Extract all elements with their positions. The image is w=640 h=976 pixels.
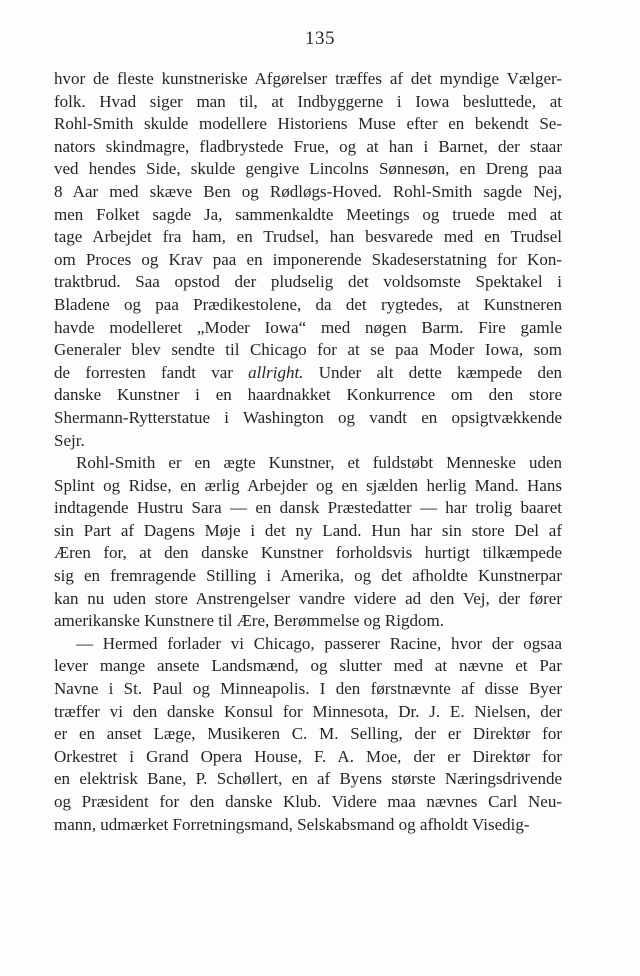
text-line: en elektrisk Bane, P. Schøllert, en af Byens største Næringsdrivende — [54, 769, 562, 789]
text-line: Rohl-Smith er en ægte Kunstner, et fuldstøbt Menneske uden — [76, 453, 562, 473]
paragraph — [54, 68, 562, 452]
text-line: sin Part af Dagens Møje i det ny Land. Hun har sin store Del af — [54, 520, 562, 540]
text-line: tage Arbejdet fra ham, en Trudsel, han besvarede med en Trudsel — [54, 227, 562, 247]
text-line: er en anset Læge, Musikeren C. M. Selling, der er Direktør for — [54, 724, 562, 744]
text-line: Bladene og paa Prædikestolene, da det rygtedes, at Kunstneren — [54, 294, 562, 314]
text-line: hvor de fleste kunstneriske Afgørelser træffes af det myndige Vælger- — [54, 69, 562, 88]
text-line: 8 Aar med skæve Ben og Rødløgs-Hoved. Rohl-Smith sagde Nej, — [54, 181, 562, 201]
text-line: — Hermed forlader vi Chicago, passerer Racine, hvor der ogsaa — [76, 633, 562, 653]
text-line: Æren for, at den danske Kunstner forholdsvis hurtigt tilkæmpede — [54, 543, 562, 563]
italic-text: allright. — [248, 362, 304, 382]
text-line: Navne i St. Paul og Minneapolis. I den førstnævnte af disse Byer — [54, 679, 562, 699]
text-line: lever mange ansete Landsmænd, og slutter med at nævne et Par — [54, 656, 562, 676]
text-line: folk. Hvad siger man til, at Indbyggerne i Iowa besluttede, at — [54, 91, 562, 111]
text-line: sig en fremragende Stilling i Amerika, og det afholdte Kunstnerpar — [54, 566, 562, 586]
text-line: Shermann-Rytterstatue i Washington og vandt en opsigtvækkende — [54, 407, 562, 427]
body-text — [54, 68, 562, 836]
text-line: indtagende Hustru Sara — en dansk Præstedatter — har trolig baaret — [54, 498, 562, 518]
text-line: og Præsident for den danske Klub. Videre maa nævnes Carl Neu- — [54, 792, 562, 811]
text-line: mann, udmærket Forretningsmand, Selskabsmand og afholdt Visedig- — [54, 814, 530, 834]
text-line: træffer vi den danske Konsul for Minnesota, Dr. J. E. Nielsen, der — [54, 701, 562, 721]
text-line: danske Kunstner i en haardnakket Konkurrence om den store — [54, 385, 562, 405]
text-line: havde modelleret „Moder Iowa“ med nøgen Barm. Fire gamle — [54, 317, 562, 337]
text-line: om Proces og Krav paa en imponerende Skadeserstatning for Kon- — [54, 249, 562, 269]
text-line: men Folket sagde Ja, sammenkaldte Meetings og truede med at — [54, 204, 562, 224]
text-line: Orkestret i Grand Opera House, F. A. Moe, der er Direktør for — [54, 746, 562, 766]
text-line: Rohl-Smith skulde modellere Historiens Muse efter en bekendt Se- — [54, 114, 562, 134]
text-line: Splint og Ridse, en ærlig Arbejder og en sjælden herlig Mand. Hans — [54, 475, 562, 495]
text-line: nators skindmagre, fladbrystede Frue, og at han i Barnet, der staar — [54, 136, 562, 156]
text-line: Generaler blev sendte til Chicago for at se paa Moder Iowa, som — [54, 340, 562, 360]
page-number: 135 — [305, 28, 335, 49]
text-line: traktbrud. Saa opstod der pludselig det voldsomste Spektakel i — [54, 272, 562, 292]
paragraph — [54, 633, 562, 836]
text-line: amerikanske Kunstnere til Ære, Berømmelse og Rigdom. — [54, 611, 444, 631]
text-line: Sejr. — [54, 430, 85, 450]
text-line: de forresten fandt var allright. Under alt dette kæmpede den — [54, 362, 562, 382]
text-line: kan nu uden store Anstrengelser vandre videre ad den Vej, der fører — [54, 588, 562, 608]
text-line: ved hendes Side, skulde gengive Lincolns Sønnesøn, en Dreng paa — [54, 159, 562, 179]
paragraph — [54, 452, 562, 633]
